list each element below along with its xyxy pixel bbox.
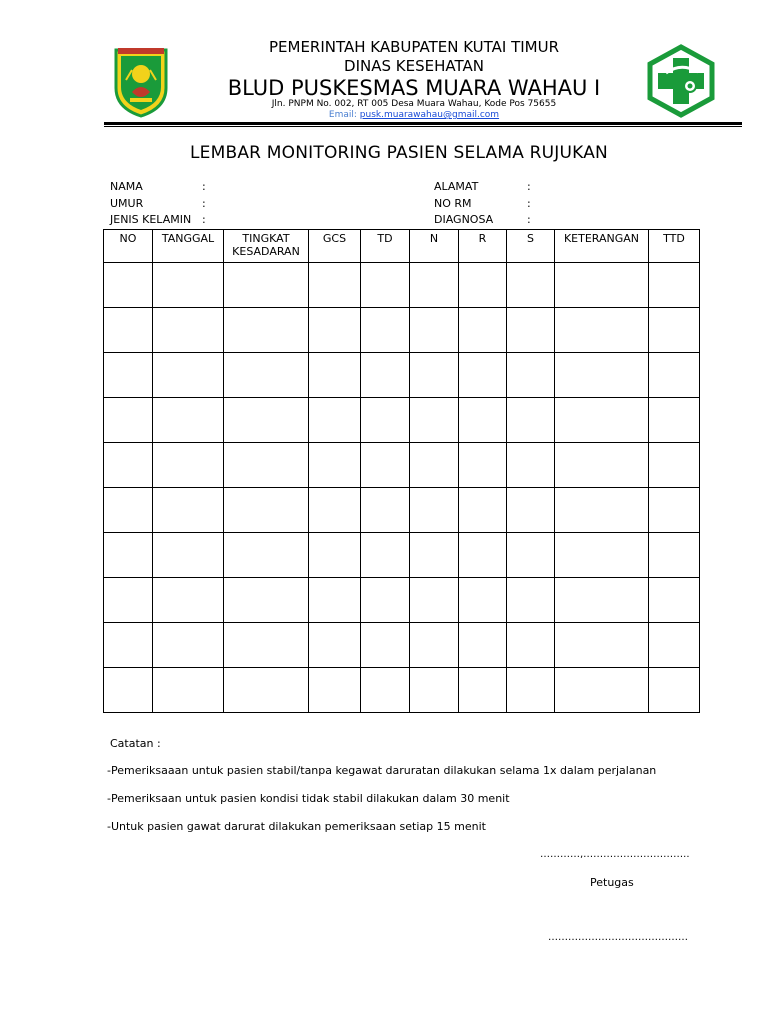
table-cell[interactable] — [410, 533, 459, 578]
table-cell[interactable] — [104, 263, 153, 308]
notes-heading: Catatan : — [110, 737, 161, 750]
note-item: -Pemeriksaaan untuk pasien stabil/tanpa kegawat daruratan dilakukan selama 1x dalam perjalanan — [107, 764, 657, 777]
table-cell[interactable] — [459, 668, 507, 713]
table-cell[interactable] — [361, 263, 410, 308]
monitoring-table — [103, 229, 700, 713]
table-row — [104, 263, 700, 308]
table-cell[interactable] — [507, 263, 555, 308]
table-cell[interactable] — [309, 263, 361, 308]
table-cell[interactable] — [309, 443, 361, 488]
table-cell[interactable] — [555, 488, 649, 533]
table-cell[interactable] — [361, 398, 410, 443]
table-cell[interactable] — [153, 533, 224, 578]
header-institution: BLUD PUSKESMAS MUARA WAHAU I — [227, 76, 601, 100]
table-cell[interactable] — [224, 533, 309, 578]
table-cell[interactable] — [410, 398, 459, 443]
table-cell[interactable] — [555, 353, 649, 398]
table-cell[interactable] — [410, 623, 459, 668]
table-cell[interactable] — [459, 398, 507, 443]
table-row — [104, 533, 700, 578]
table-cell[interactable] — [153, 578, 224, 623]
header-address: Jln. PNPM No. 002, RT 005 Desa Muara Wahau, Kode Pos 75655 — [271, 99, 557, 109]
table-cell[interactable] — [649, 353, 700, 398]
table-cell[interactable] — [459, 578, 507, 623]
table-cell[interactable] — [649, 263, 700, 308]
table-cell[interactable] — [649, 488, 700, 533]
table-cell[interactable] — [649, 398, 700, 443]
table-cell[interactable] — [104, 443, 153, 488]
table-cell[interactable] — [224, 578, 309, 623]
table-cell[interactable] — [507, 443, 555, 488]
signature-role: Petugas — [590, 876, 634, 889]
table-cell[interactable] — [309, 623, 361, 668]
signature-place-date: …………,………………………….. — [540, 849, 690, 860]
table-cell[interactable] — [153, 308, 224, 353]
table-cell[interactable] — [410, 488, 459, 533]
field-colon: : — [202, 213, 206, 226]
field-label: NO RM — [434, 197, 472, 210]
table-cell[interactable] — [104, 533, 153, 578]
table-cell[interactable] — [224, 398, 309, 443]
table-cell[interactable] — [224, 308, 309, 353]
table-cell[interactable] — [555, 623, 649, 668]
table-cell[interactable] — [507, 668, 555, 713]
table-cell[interactable] — [507, 578, 555, 623]
table-cell[interactable] — [459, 263, 507, 308]
table-cell[interactable] — [361, 308, 410, 353]
table-cell[interactable] — [224, 443, 309, 488]
signature-name-line: …………………………………… — [548, 932, 688, 943]
field-label: UMUR — [110, 197, 144, 210]
table-row — [104, 668, 700, 713]
table-cell[interactable] — [555, 578, 649, 623]
note-item: -Untuk pasien gawat darurat dilakukan pemeriksaan setiap 15 menit — [107, 820, 486, 833]
table-cell[interactable] — [555, 398, 649, 443]
field-label: ALAMAT — [434, 180, 479, 193]
table-cell[interactable] — [104, 578, 153, 623]
column-header-r: R — [459, 230, 507, 263]
field-label: DIAGNOSA — [434, 213, 494, 226]
header-department: DINAS KESEHATAN — [344, 57, 484, 75]
table-row — [104, 488, 700, 533]
column-header-gcs: GCS — [309, 230, 361, 263]
column-header-no: NO — [104, 230, 153, 263]
table-cell[interactable] — [507, 308, 555, 353]
table-cell[interactable] — [459, 308, 507, 353]
table-cell[interactable] — [153, 353, 224, 398]
table-cell[interactable] — [507, 398, 555, 443]
table-cell[interactable] — [104, 353, 153, 398]
table-cell[interactable] — [153, 488, 224, 533]
column-header-s: S — [507, 230, 555, 263]
field-colon: : — [202, 180, 206, 193]
table-cell[interactable] — [555, 668, 649, 713]
field-colon: : — [527, 180, 531, 193]
table-cell[interactable] — [410, 353, 459, 398]
field-colon: : — [527, 213, 531, 226]
table-cell[interactable] — [649, 668, 700, 713]
table-cell[interactable] — [309, 488, 361, 533]
table-row — [104, 308, 700, 353]
table-cell[interactable] — [555, 308, 649, 353]
table-cell[interactable] — [361, 488, 410, 533]
column-header-tingkat-kesadaran: TINGKAT KESADARAN — [224, 230, 309, 263]
header-government: PEMERINTAH KABUPATEN KUTAI TIMUR — [268, 38, 560, 56]
table-cell[interactable] — [507, 488, 555, 533]
table-cell[interactable] — [153, 398, 224, 443]
column-header-ttd: TTD — [649, 230, 700, 263]
table-row — [104, 578, 700, 623]
table-cell[interactable] — [649, 533, 700, 578]
table-cell[interactable] — [361, 578, 410, 623]
column-header-n: N — [410, 230, 459, 263]
table-cell[interactable] — [459, 623, 507, 668]
table-cell[interactable] — [104, 488, 153, 533]
column-header-tanggal: TANGGAL — [153, 230, 224, 263]
document-title: LEMBAR MONITORING PASIEN SELAMA RUJUKAN — [190, 143, 608, 163]
table-cell[interactable] — [309, 533, 361, 578]
table-header-row — [104, 230, 700, 263]
table-cell[interactable] — [649, 578, 700, 623]
email-label: Email: — [328, 110, 360, 120]
table-cell[interactable] — [224, 623, 309, 668]
table-cell[interactable] — [361, 533, 410, 578]
table-cell[interactable] — [410, 263, 459, 308]
table-cell[interactable] — [153, 443, 224, 488]
table-cell[interactable] — [104, 308, 153, 353]
table-row — [104, 443, 700, 488]
table-cell[interactable] — [361, 353, 410, 398]
header-divider-thick — [104, 122, 742, 125]
table-cell[interactable] — [224, 353, 309, 398]
table-cell[interactable] — [459, 353, 507, 398]
table-cell[interactable] — [555, 533, 649, 578]
table-cell[interactable] — [649, 443, 700, 488]
table-cell[interactable] — [104, 398, 153, 443]
table-cell[interactable] — [410, 578, 459, 623]
field-colon: : — [527, 197, 531, 210]
table-cell[interactable] — [649, 308, 700, 353]
field-colon: : — [202, 197, 206, 210]
email-link[interactable]: pusk.muarawahau@gmail.com — [359, 110, 500, 120]
table-row — [104, 623, 700, 668]
table-cell[interactable] — [104, 623, 153, 668]
note-item: -Pemeriksaan untuk pasien kondisi tidak stabil dilakukan dalam 30 menit — [107, 792, 510, 805]
header-divider-thin — [104, 126, 742, 127]
column-header-td: TD — [361, 230, 410, 263]
table-row — [104, 398, 700, 443]
table-cell[interactable] — [224, 263, 309, 308]
table-cell[interactable] — [410, 668, 459, 713]
field-label: NAMA — [110, 180, 143, 193]
table-cell[interactable] — [361, 443, 410, 488]
table-cell[interactable] — [410, 308, 459, 353]
column-header-keterangan: KETERANGAN — [555, 230, 649, 263]
table-cell[interactable] — [507, 533, 555, 578]
table-cell[interactable] — [507, 353, 555, 398]
table-cell[interactable] — [224, 668, 309, 713]
table-cell[interactable] — [649, 623, 700, 668]
table-cell[interactable] — [555, 263, 649, 308]
table-cell[interactable] — [153, 263, 224, 308]
table-cell[interactable] — [361, 623, 410, 668]
table-cell[interactable] — [507, 623, 555, 668]
table-cell[interactable] — [309, 308, 361, 353]
table-cell[interactable] — [309, 578, 361, 623]
table-cell[interactable] — [309, 398, 361, 443]
table-cell[interactable] — [153, 668, 224, 713]
table-cell[interactable] — [224, 488, 309, 533]
table-cell[interactable] — [104, 668, 153, 713]
table-cell[interactable] — [153, 623, 224, 668]
table-cell[interactable] — [459, 533, 507, 578]
table-cell[interactable] — [410, 443, 459, 488]
table-cell[interactable] — [361, 668, 410, 713]
header-email-line — [0, 110, 768, 120]
field-label: JENIS KELAMIN — [110, 213, 192, 226]
table-cell[interactable] — [309, 668, 361, 713]
table-cell[interactable] — [459, 443, 507, 488]
table-cell[interactable] — [309, 353, 361, 398]
table-row — [104, 353, 700, 398]
table-cell[interactable] — [555, 443, 649, 488]
table-cell[interactable] — [459, 488, 507, 533]
